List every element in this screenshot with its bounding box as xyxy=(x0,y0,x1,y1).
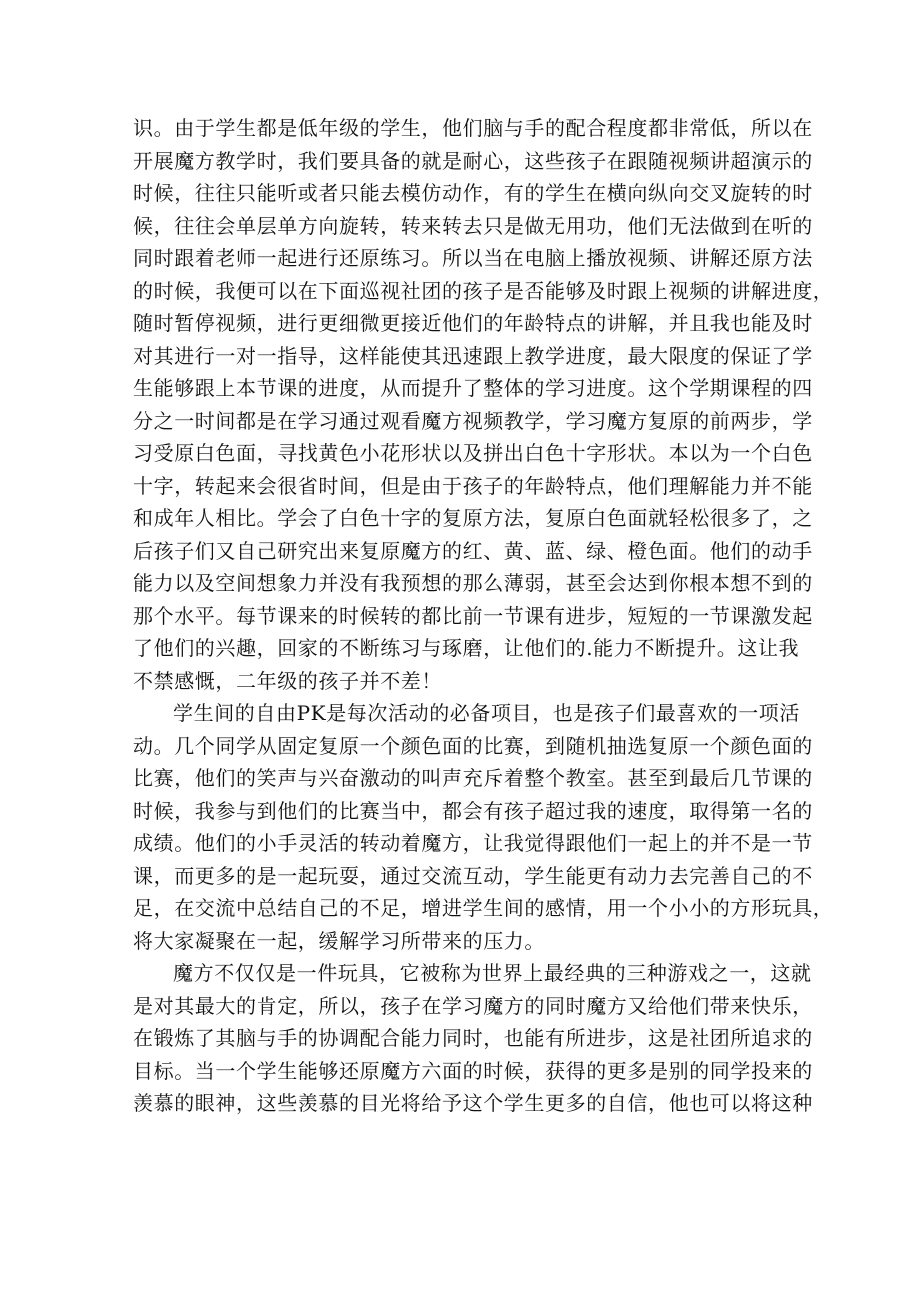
text-line: 动。几个同学从固定复原一个颜色面的比赛，到随机抽选复原一个颜色面的 xyxy=(133,733,813,758)
text-line: 了他们的兴趣，回家的不断练习与琢磨，让他们的.能力不断提升。这让我 xyxy=(133,636,800,660)
paragraph-3 xyxy=(133,957,813,1120)
text-line: 分之一时间都是在学习通过观看魔方视频教学，学习魔方复原的前两步，学 xyxy=(133,408,813,433)
paragraph-2 xyxy=(133,697,834,957)
text-line: 同时跟着老师一起进行还原练习。所以当在电脑上播放视频、讲解还原方法 xyxy=(133,246,813,270)
paragraph-1 xyxy=(133,112,834,697)
text-line: 十字，转起来会很省时间，但是由于孩子的年龄特点，他们理解能力并不能 xyxy=(133,473,813,498)
text-line: 习受原白色面，寻找黄色小花形状以及拼出白色十字形状。本以为一个白色 xyxy=(133,441,813,465)
body-text xyxy=(133,112,834,1120)
text-line: 开展魔方教学时，我们要具备的就是耐心，这些孩子在跟随视频讲超演示的 xyxy=(133,148,813,173)
text-line: 识。由于学生都是低年级的学生，他们脑与手的配合程度都非常低，所以在 xyxy=(133,116,813,140)
text-line: 和成年人相比。学会了白色十字的复原方法，复原白色面就轻松很多了，之 xyxy=(133,506,813,530)
text-line: 候，往往会单层单方向旋转，转来转去只是做无用功，他们无法做到在听的 xyxy=(133,213,813,238)
text-line: 能力以及空间想象力并没有我预想的那么薄弱，甚至会达到你根本想不到的 xyxy=(133,571,813,595)
text-line: 生能够跟上本节课的进度，从而提升了整体的学习进度。这个学期课程的四 xyxy=(133,376,813,400)
text-line: 的时候，我便可以在下面巡视社团的孩子是否能够及时跟上视频的讲解进度， xyxy=(133,278,834,303)
text-line: 对其进行一对一指导，这样能使其迅速跟上教学进度，最大限度的保证了学 xyxy=(133,343,813,368)
text-line: 是对其最大的肯定，所以，孩子在学习魔方的同时魔方又给他们带来快乐， xyxy=(133,993,813,1018)
text-line: 不禁感慨，二年级的孩子并不差！ xyxy=(133,668,442,693)
text-line: 时候，我参与到他们的比赛当中，都会有孩子超过我的速度，取得第一名的 xyxy=(133,798,813,823)
text-line: 将大家凝聚在一起，缓解学习所带来的压力。 xyxy=(133,928,545,953)
text-line: 学生间的自由PK是每次活动的必备项目，也是孩子们最喜欢的一项活 xyxy=(173,701,800,725)
text-line: 后孩子们又自己研究出来复原魔方的红、黄、蓝、绿、橙色面。他们的动手 xyxy=(133,538,813,563)
text-line: 随时暂停视频，进行更细微更接近他们的年龄特点的讲解，并且我也能及时 xyxy=(133,311,813,335)
text-line: 时候，往往只能听或者只能去模仿动作，有的学生在横向纵向交叉旋转的时 xyxy=(133,181,813,205)
text-line: 比赛，他们的笑声与兴奋激动的叫声充斥着整个教室。甚至到最后几节课的 xyxy=(133,766,813,790)
text-line: 成绩。他们的小手灵活的转动着魔方，让我觉得跟他们一起上的并不是一节 xyxy=(133,831,813,855)
text-line: 那个水平。每节课来的时候转的都比前一节课有进步，短短的一节课激发起 xyxy=(133,603,813,628)
text-line: 羡慕的眼神，这些羡慕的目光将给予这个学生更多的自信，他也可以将这种 xyxy=(133,1091,813,1115)
text-line: 目标。当一个学生能够还原魔方六面的时候，获得的更多是别的同学投来的 xyxy=(133,1058,813,1083)
text-line: 足，在交流中总结自己的不足，增进学生间的感情，用一个小小的方形玩具， xyxy=(133,896,834,920)
text-line: 在锻炼了其脑与手的协调配合能力同时，也能有所进步，这是社团所追求的 xyxy=(133,1026,813,1050)
text-line: 课，而更多的是一起玩耍，通过交流互动，学生能更有动力去完善自己的不 xyxy=(133,863,813,888)
text-line: 魔方不仅仅是一件玩具，它被称为世界上最经典的三种游戏之一，这就 xyxy=(173,961,812,985)
